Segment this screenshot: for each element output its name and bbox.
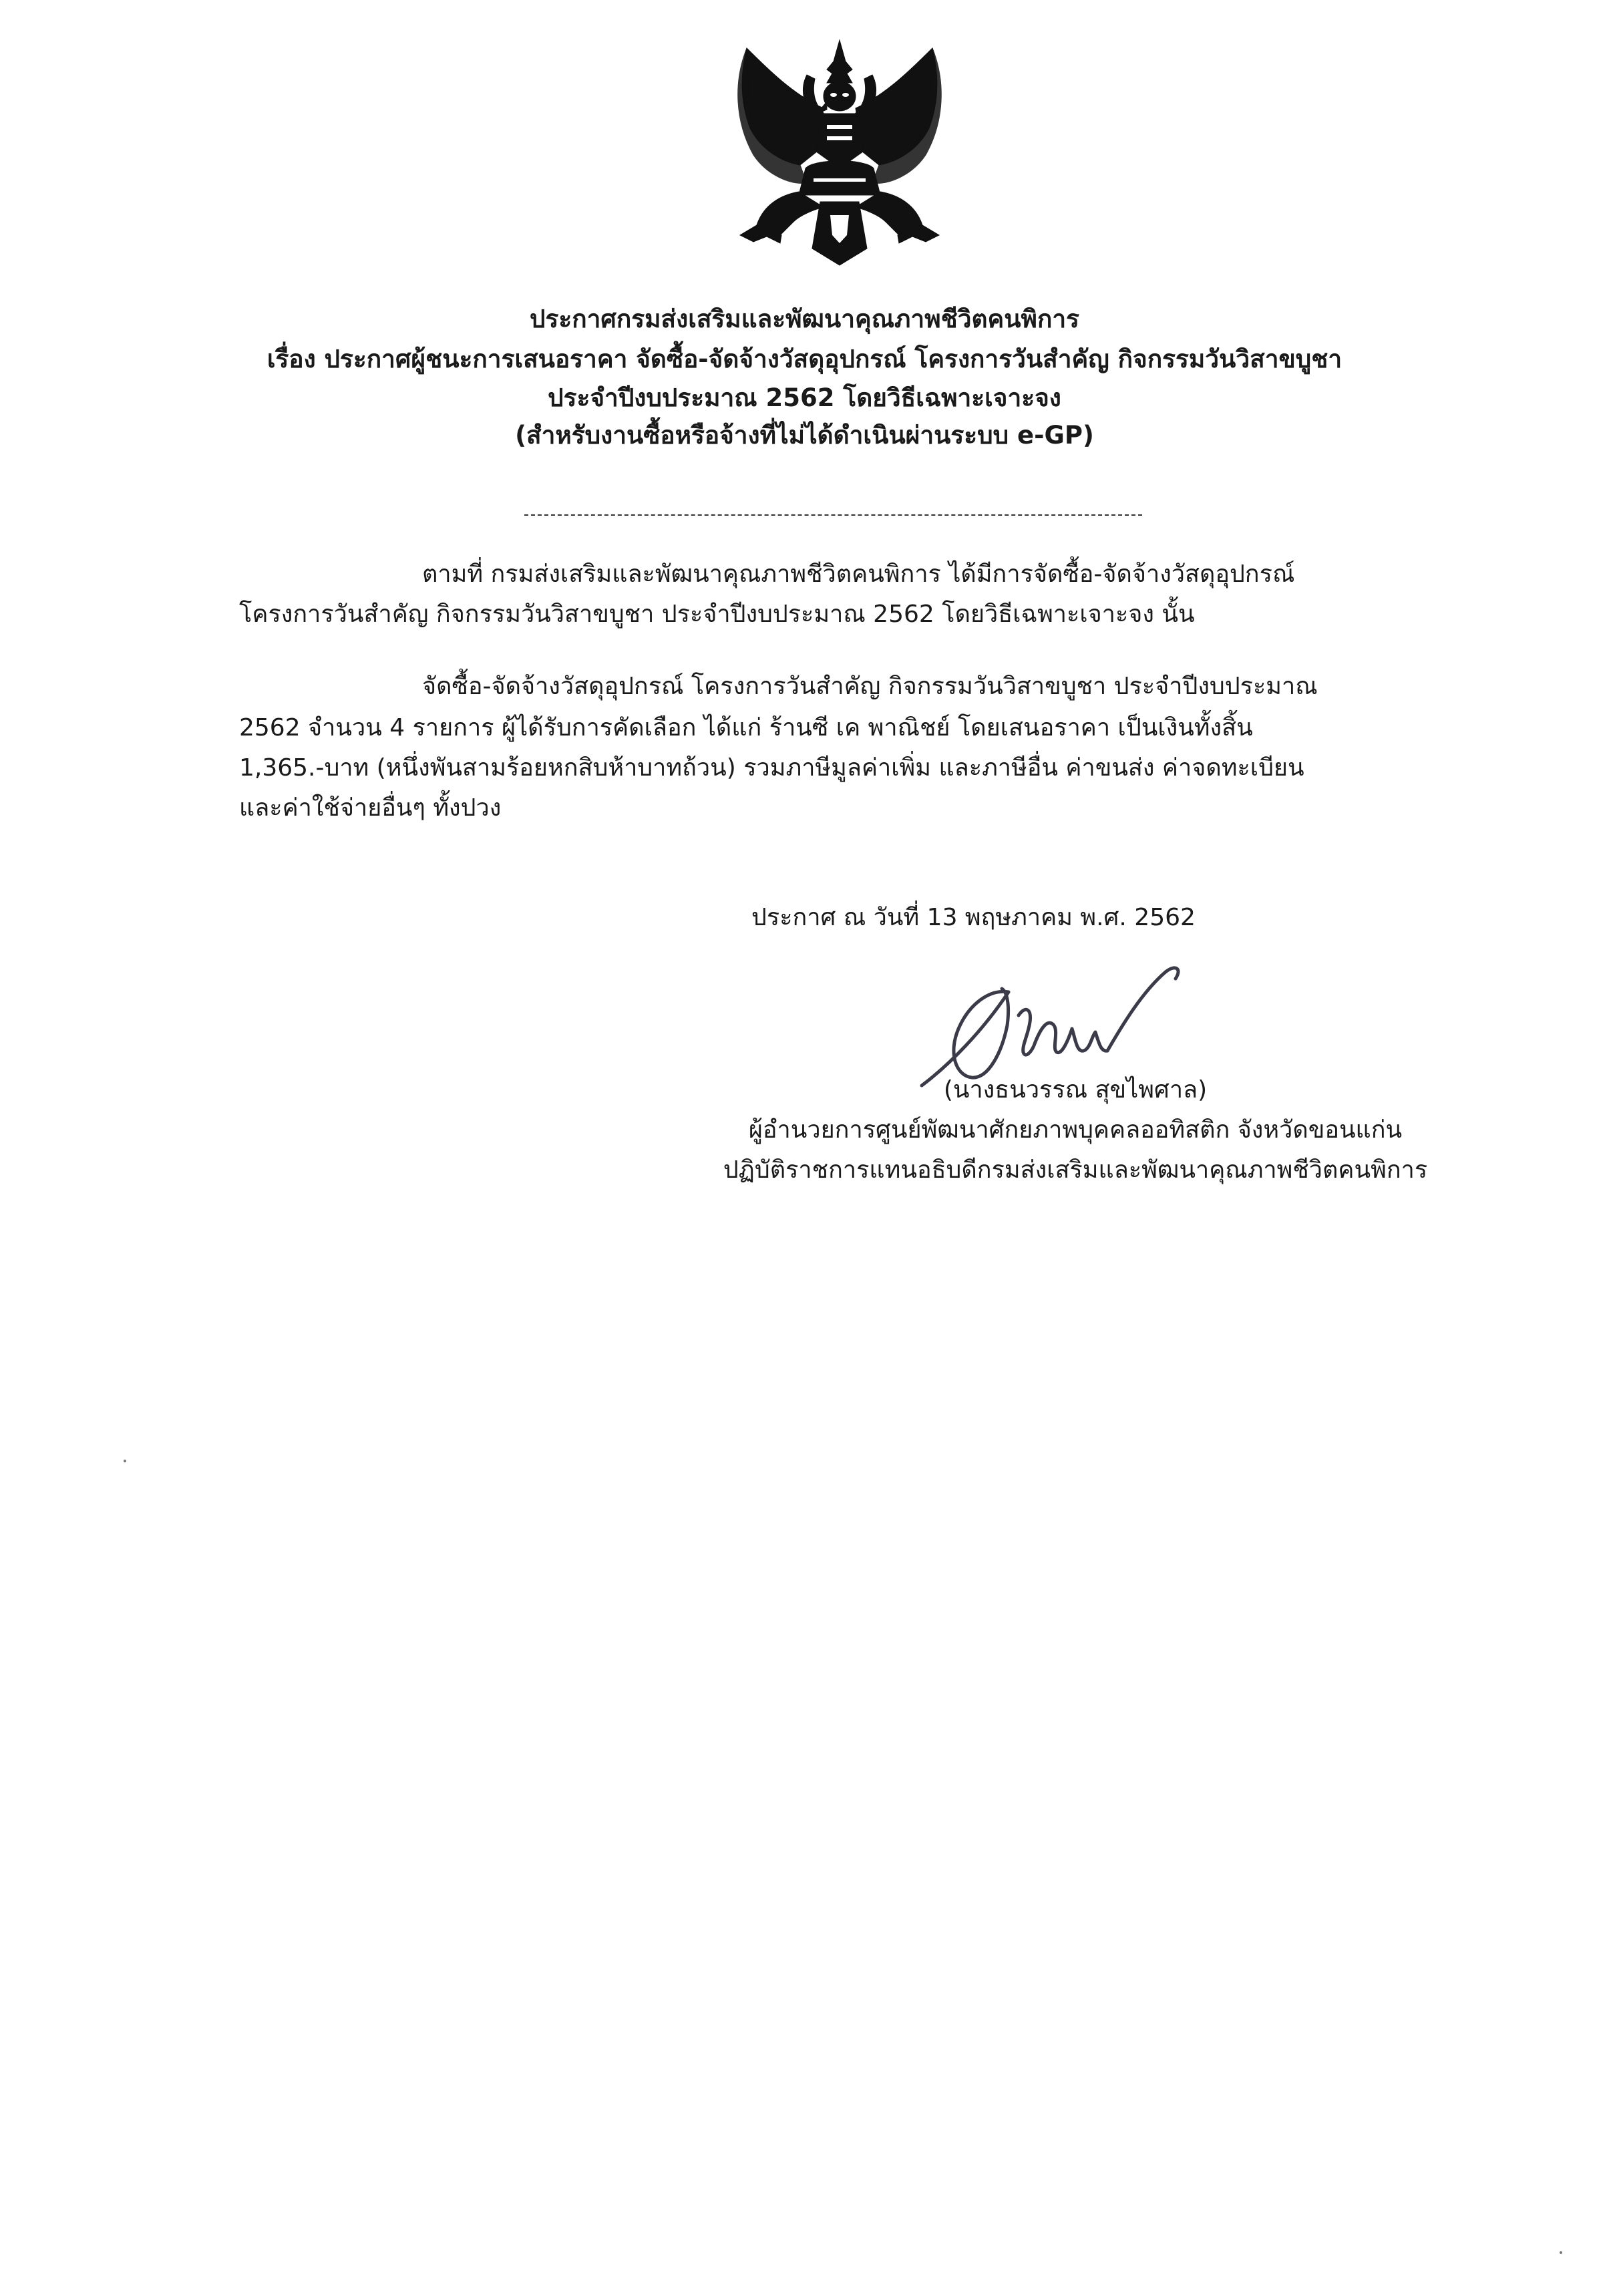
header-divider <box>524 514 1142 516</box>
announcement-subject: เรื่อง ประกาศผู้ชนะการเสนอราคา จัดซื้อ-จัดจ้างวัสดุอุปกรณ์ โครงการวันสำคัญ กิจกรรมวันวิสาขบูชา <box>266 345 1343 373</box>
signer-acting-for: ปฏิบัติราชการแทนอธิบดีกรมส่งเสริมและพัฒนาคุณภาพชีวิตคนพิการ <box>723 1156 1428 1184</box>
announcement-fiscal-year: ประจำปีงบประมาณ 2562 โดยวิธีเฉพาะเจาะจง <box>548 383 1061 412</box>
para1-line2: โครงการวันสำคัญ กิจกรรมวันวิสาขบูชา ประจำปีงบประมาณ 2562 โดยวิธีเฉพาะเจาะจง นั้น <box>239 601 1195 628</box>
announcement-title: ประกาศกรมส่งเสริมและพัฒนาคุณภาพชีวิตคนพิการ <box>529 305 1079 333</box>
para2-line1: จัดซื้อ-จัดจ้างวัสดุอุปกรณ์ โครงการวันสำคัญ กิจกรรมวันวิสาขบูชา ประจำปีงบประมาณ <box>422 673 1318 700</box>
announcement-note: (สำหรับงานซื้อหรือจ้างที่ไม่ได้ดำเนินผ่านระบบ e-GP) <box>515 421 1094 450</box>
announced-date: ประกาศ ณ วันที่ 13 พฤษภาคม พ.ศ. 2562 <box>751 904 1196 931</box>
signer-position: ผู้อำนวยการศูนย์พัฒนาศักยภาพบุคคลออทิสติก จังหวัดขอนแก่น <box>748 1116 1403 1144</box>
garuda-emblem-icon <box>727 35 952 269</box>
para2-line2: 2562 จำนวน 4 รายการ ผู้ได้รับการคัดเลือก ได้แก่ ร้านซี เค พาณิชย์ โดยเสนอราคา เป็นเงินทั้งสิ้น <box>239 714 1253 742</box>
para1-line1: ตามที่ กรมส่งเสริมและพัฒนาคุณภาพชีวิตคนพิการ ได้มีการจัดซื้อ-จัดจ้างวัสดุอุปกรณ์ <box>422 560 1295 588</box>
para2-line4: และค่าใช้จ่ายอื่นๆ ทั้งปวง <box>239 794 502 822</box>
scan-speck <box>1560 2251 1562 2254</box>
signer-name: (นางธนวรรณ สุขไพศาล) <box>943 1076 1208 1104</box>
para2-line3: 1,365.-บาท (หนึ่งพันสามร้อยหกสิบห้าบาทถ้วน) รวมภาษีมูลค่าเพิ่ม และภาษีอื่น ค่าขนส่ง ค่าจดทะเบียน <box>239 754 1304 782</box>
scan-speck <box>124 1460 126 1462</box>
